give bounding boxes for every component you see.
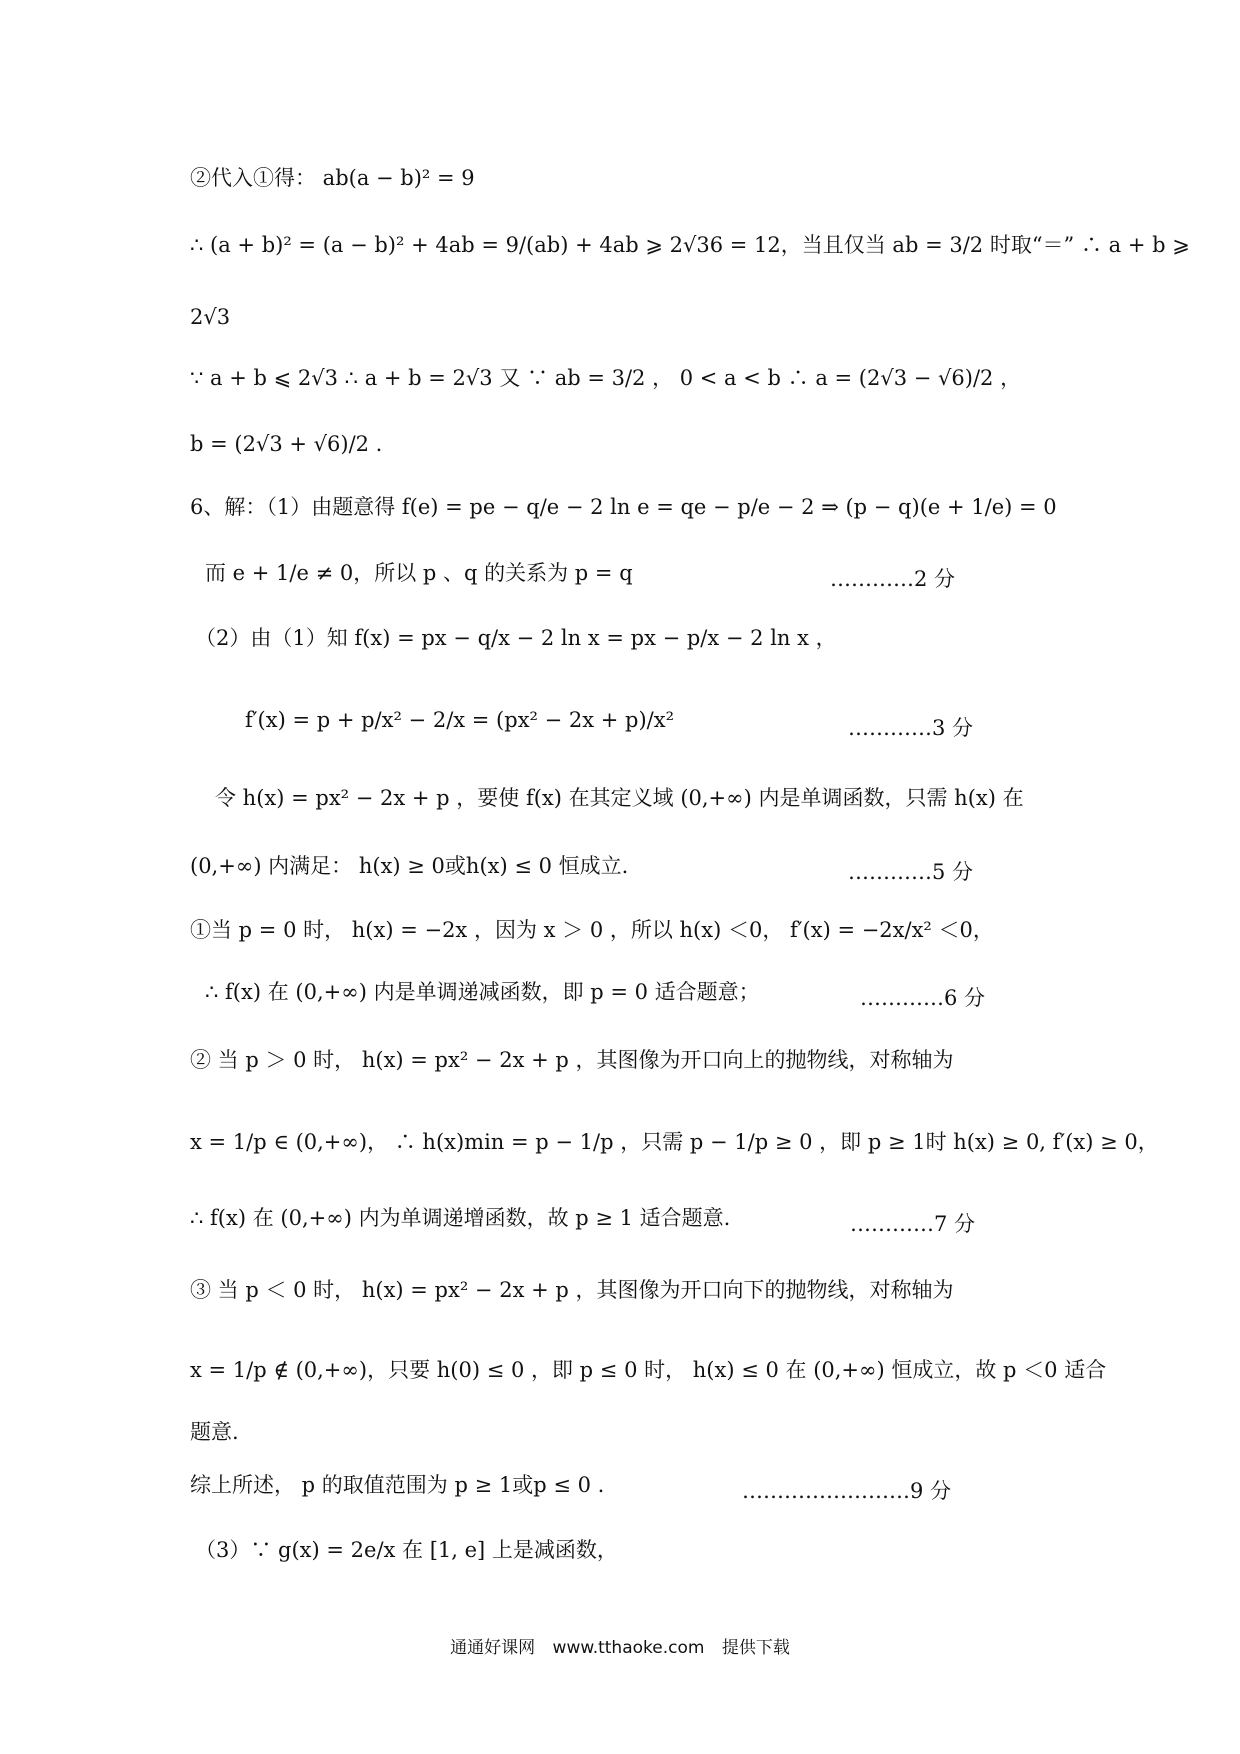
solution-line-5: b = (2√3 + √6)/2 . (190, 432, 383, 456)
solution-line-21: （3）∵ g(x) = 2e/x 在 [1, e] 上是减函数， (195, 1538, 618, 1562)
solution-line-6: 6、解：（1）由题意得 f(e) = pe − q/e − 2 ln e = qe − p/e − 2 ⇒ (p − q)(e + 1/e) = 0 (190, 495, 1057, 519)
solution-line-15: x = 1/p ∈ (0,+∞)， ∴ h(x)min = p − 1/p ，只需 p − 1/p ≥ 0 ，即 p ≥ 1时 h(x) ≥ 0, f′(x) ≥ 0， (190, 1130, 1159, 1154)
solution-line-8: （2）由（1）知 f(x) = px − q/x − 2 ln x = px − p/x − 2 ln x ， (195, 626, 837, 650)
solution-line-13: ∴ f(x) 在 (0,+∞) 内是单调递减函数，即 p = 0 适合题意； (205, 980, 760, 1004)
page-footer (0, 1633, 1240, 1658)
solution-line-17: ③ 当 p ＜ 0 时， h(x) = px² − 2x + p ，其图像为开口向下的抛物线，对称轴为 (190, 1278, 954, 1302)
solution-line-14: ② 当 p ＞ 0 时， h(x) = px² − 2x + p ，其图像为开口向上的抛物线，对称轴为 (190, 1048, 954, 1072)
solution-line-3: 2√3 (190, 305, 231, 329)
score-marker-5: …………7 分 (850, 1212, 976, 1236)
solution-line-9: f′(x) = p + p/x² − 2/x = (px² − 2x + p)/x² (245, 708, 675, 732)
footer-note: 提供下载 (721, 1638, 790, 1658)
solution-line-19: 题意. (190, 1420, 239, 1444)
solution-line-4: ∵ a + b ⩽ 2√3 ∴ a + b = 2√3 又 ∵ ab = 3/2 ， 0 < a < b ∴ a = (2√3 − √6)/2 ， (190, 366, 1022, 390)
solution-line-18: x = 1/p ∉ (0,+∞)，只要 h(0) ≤ 0 ，即 p ≤ 0 时， h(x) ≤ 0 在 (0,+∞) 恒成立，故 p ＜0 适合 (190, 1358, 1107, 1382)
solution-line-10: 令 h(x) = px² − 2x + p ，要使 f(x) 在其定义域 (0,+∞) 内是单调函数，只需 h(x) 在 (215, 786, 1024, 810)
solution-line-16: ∴ f(x) 在 (0,+∞) 内为单调递增函数，故 p ≥ 1 适合题意. (190, 1206, 731, 1230)
solution-line-1: ②代入①得： ab(a − b)² = 9 (190, 166, 475, 190)
solution-line-7: 而 e + 1/e ≠ 0，所以 p 、q 的关系为 p = q (205, 561, 633, 585)
score-marker-1: …………2 分 (830, 567, 956, 591)
solution-line-2: ∴ (a + b)² = (a − b)² + 4ab = 9/(ab) + 4ab ⩾ 2√36 = 12，当且仅当 ab = 3/2 时取“＝” ∴ a + b ⩾ (190, 233, 1190, 257)
score-marker-3: …………5 分 (848, 860, 974, 884)
solution-line-11: (0,+∞) 内满足： h(x) ≥ 0或h(x) ≤ 0 恒成立. (190, 854, 629, 878)
footer-site-name: 通通好课网 (450, 1638, 536, 1658)
score-marker-4: …………6 分 (860, 986, 986, 1010)
score-marker-2: …………3 分 (848, 716, 974, 740)
footer-url: www.tthaoke.com (552, 1638, 705, 1658)
solution-line-20: 综上所述， p 的取值范围为 p ≥ 1或p ≤ 0 . (190, 1473, 605, 1497)
score-marker-6: ……………………9 分 (742, 1479, 952, 1503)
solution-line-12: ①当 p = 0 时， h(x) = −2x ，因为 x ＞ 0 ，所以 h(x) ＜0， f′(x) = −2x/x² ＜0， (190, 918, 994, 942)
